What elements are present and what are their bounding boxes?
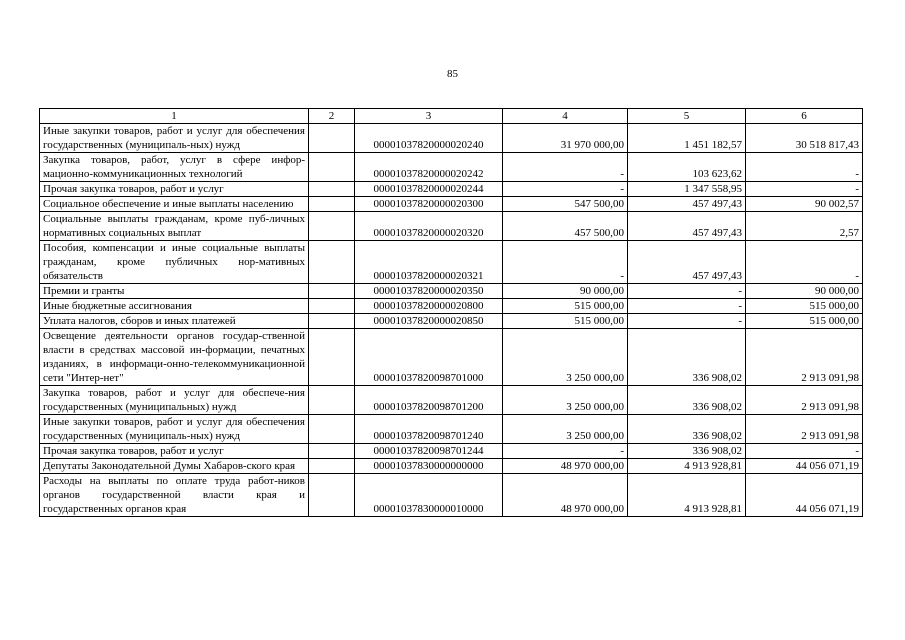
row-executed-cell: 457 497,43 [628,197,746,212]
row-remaining-cell: 44 056 071,19 [746,474,863,517]
column-header: 3 [355,109,503,124]
row-code-cell: 00001037820098701244 [355,444,503,459]
row-executed-cell: 336 908,02 [628,386,746,415]
column-header: 6 [746,109,863,124]
column-header: 2 [309,109,355,124]
row-name-cell: Прочая закупка товаров, работ и услуг [40,444,309,459]
table-row [40,299,863,314]
table-row [40,314,863,329]
row-name-cell: Иные закупки товаров, работ и услуг для обеспечения государственных (муниципаль-ных) нужд [40,124,309,153]
row-remaining-cell: 90 002,57 [746,197,863,212]
row-name-cell: Премии и гранты [40,284,309,299]
row-remaining-cell: 2,57 [746,212,863,241]
row-remaining-cell: 2 913 091,98 [746,386,863,415]
row-plan-cell: 515 000,00 [503,314,628,329]
row-remaining-cell: 30 518 817,43 [746,124,863,153]
row-plan-cell: - [503,444,628,459]
row-code-cell: 00001037820000020321 [355,241,503,284]
row-name-cell: Закупка товаров, работ и услуг для обеспече-ния государственных (муниципальных) нужд [40,386,309,415]
header-row [40,109,863,124]
row-plan-cell: 457 500,00 [503,212,628,241]
row-executed-cell: - [628,284,746,299]
row-code-cell: 00001037820098701240 [355,415,503,444]
row-plan-cell: 3 250 000,00 [503,386,628,415]
row-plan-cell: - [503,182,628,197]
table-row [40,197,863,212]
table-row [40,153,863,182]
row-remaining-cell: - [746,444,863,459]
row-executed-cell: 457 497,43 [628,212,746,241]
row-executed-cell: 4 913 928,81 [628,459,746,474]
column-header: 4 [503,109,628,124]
row-remaining-cell: 2 913 091,98 [746,415,863,444]
row-remaining-cell: 44 056 071,19 [746,459,863,474]
table-row [40,124,863,153]
row-empty-cell [309,182,355,197]
table-row [40,459,863,474]
row-empty-cell [309,153,355,182]
row-name-cell: Социальное обеспечение и иные выплаты населению [40,197,309,212]
column-header: 5 [628,109,746,124]
row-name-cell: Депутаты Законодательной Думы Хабаров-ского края [40,459,309,474]
row-empty-cell [309,299,355,314]
row-code-cell: 00001037830000010000 [355,474,503,517]
row-name-cell: Расходы на выплаты по оплате труда работ-ников органов государственной власти края и государственных органов края [40,474,309,517]
row-name-cell: Иные бюджетные ассигнования [40,299,309,314]
row-executed-cell: - [628,299,746,314]
row-name-cell: Освещение деятельности органов государ-ственной власти в средствах массовой ин-формации, печатных изданиях, в информаци-онно-телекоммуникационной сети "Интер-нет" [40,329,309,386]
row-plan-cell: 31 970 000,00 [503,124,628,153]
row-code-cell: 00001037820000020240 [355,124,503,153]
row-name-cell: Пособия, компенсации и иные социальные выплаты гражданам, кроме публичных нор-мативных обязательств [40,241,309,284]
row-name-cell: Иные закупки товаров, работ и услуг для обеспечения государственных (муниципаль-ных) нужд [40,415,309,444]
table-row [40,284,863,299]
row-name-cell: Уплата налогов, сборов и иных платежей [40,314,309,329]
table-body [40,124,863,517]
row-plan-cell: 48 970 000,00 [503,459,628,474]
row-executed-cell: 336 908,02 [628,444,746,459]
table-row [40,182,863,197]
table-row [40,329,863,386]
row-name-cell: Прочая закупка товаров, работ и услуг [40,182,309,197]
table-row [40,415,863,444]
row-code-cell: 00001037820098701000 [355,329,503,386]
row-code-cell: 00001037820000020300 [355,197,503,212]
row-remaining-cell: 90 000,00 [746,284,863,299]
row-empty-cell [309,197,355,212]
row-empty-cell [309,212,355,241]
row-code-cell: 00001037820000020800 [355,299,503,314]
row-plan-cell: 90 000,00 [503,284,628,299]
row-executed-cell: - [628,314,746,329]
row-empty-cell [309,386,355,415]
row-code-cell: 00001037830000000000 [355,459,503,474]
table-row [40,474,863,517]
row-remaining-cell: - [746,182,863,197]
row-remaining-cell: 2 913 091,98 [746,329,863,386]
row-empty-cell [309,314,355,329]
table-row [40,444,863,459]
row-executed-cell: 457 497,43 [628,241,746,284]
row-remaining-cell: - [746,241,863,284]
row-empty-cell [309,474,355,517]
row-empty-cell [309,415,355,444]
row-executed-cell: 1 347 558,95 [628,182,746,197]
row-plan-cell: 3 250 000,00 [503,329,628,386]
row-executed-cell: 1 451 182,57 [628,124,746,153]
row-empty-cell [309,124,355,153]
table-row [40,386,863,415]
row-executed-cell: 336 908,02 [628,415,746,444]
row-executed-cell: 336 908,02 [628,329,746,386]
row-plan-cell: 547 500,00 [503,197,628,212]
page-number: 85 [447,68,458,80]
row-remaining-cell: - [746,153,863,182]
row-executed-cell: 103 623,62 [628,153,746,182]
budget-table [39,108,863,517]
row-empty-cell [309,241,355,284]
row-plan-cell: 515 000,00 [503,299,628,314]
row-plan-cell: - [503,241,628,284]
row-empty-cell [309,444,355,459]
row-name-cell: Закупка товаров, работ, услуг в сфере инфор-мационно-коммуникационных технологий [40,153,309,182]
row-empty-cell [309,284,355,299]
row-code-cell: 00001037820098701200 [355,386,503,415]
table-row [40,212,863,241]
row-code-cell: 00001037820000020320 [355,212,503,241]
row-code-cell: 00001037820000020242 [355,153,503,182]
table-row [40,241,863,284]
row-plan-cell: 3 250 000,00 [503,415,628,444]
column-header: 1 [40,109,309,124]
row-remaining-cell: 515 000,00 [746,299,863,314]
row-empty-cell [309,329,355,386]
row-plan-cell: 48 970 000,00 [503,474,628,517]
row-executed-cell: 4 913 928,81 [628,474,746,517]
row-code-cell: 00001037820000020850 [355,314,503,329]
row-plan-cell: - [503,153,628,182]
row-remaining-cell: 515 000,00 [746,314,863,329]
row-code-cell: 00001037820000020350 [355,284,503,299]
row-name-cell: Социальные выплаты гражданам, кроме пуб-личных нормативных социальных выплат [40,212,309,241]
row-empty-cell [309,459,355,474]
row-code-cell: 00001037820000020244 [355,182,503,197]
